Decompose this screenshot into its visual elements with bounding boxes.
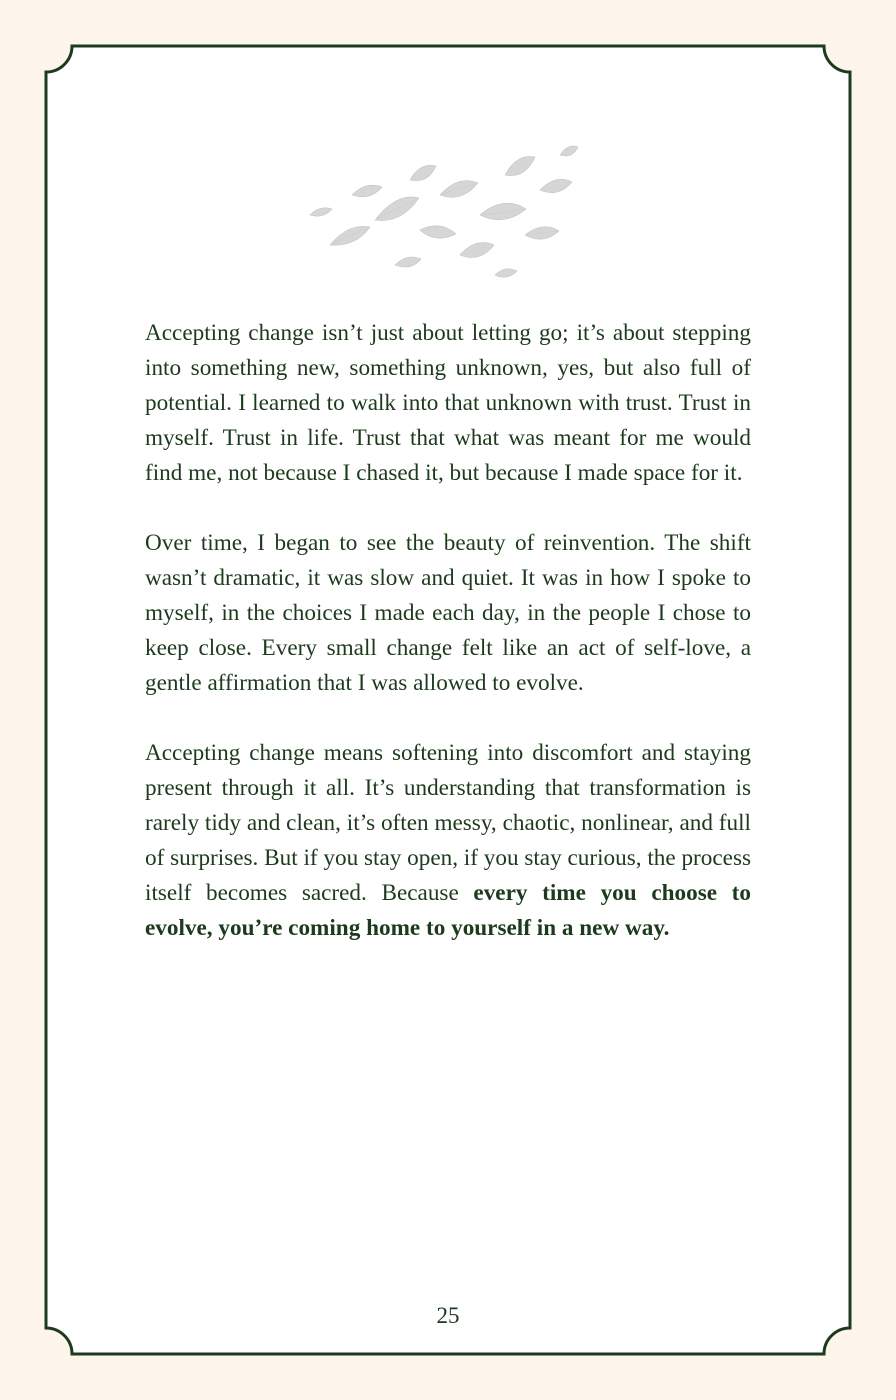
leaf	[540, 179, 572, 192]
falling-leaves-icon	[290, 135, 610, 305]
leaf	[480, 203, 526, 220]
leaf	[410, 165, 436, 180]
leaf	[352, 185, 382, 197]
paragraph-1-text: Accepting change isn’t just about letting go; it’s about stepping into something new, something unknown, yes, but also full of potential. I learned to walk into that unknown with trust. Trust in myself. Trust in life. Trust that what was meant for me would find me, not because I chased it, but because I made space for it.	[145, 320, 751, 486]
paragraph-3-text: Accepting change means softening into discomfort and staying present through it all. It’s understanding that transformation is rarely tidy and clean, it’s often messy, chaotic, nonlinear, and full of surprises. But if you stay open, if you stay curious, the process itself becomes sacred. Because	[145, 740, 751, 906]
leaf	[420, 226, 456, 238]
paragraph-3	[145, 736, 751, 946]
paragraph-1	[145, 316, 751, 491]
leaf	[395, 257, 421, 267]
leaf	[505, 156, 535, 175]
paragraph-2-text: Over time, I began to see the beauty of reinvention. The shift wasn’t dramatic, it was slow and quiet. It was in how I spoke to myself, in the choices I made each day, in the people I chose to keep close. Every small change felt like an act of self-love, a gentle affirmation that I was allowed to evolve.	[145, 530, 751, 696]
body-text	[145, 316, 751, 981]
leaf	[460, 243, 494, 258]
leaf	[560, 146, 578, 156]
page-number: 25	[436, 1303, 460, 1328]
leaf	[310, 208, 332, 216]
paragraph-2	[145, 526, 751, 701]
paragraph-3-bold-text: every time you choose to evolve, you’re coming home to yourself in a new way.	[145, 880, 751, 941]
leaf	[495, 269, 517, 278]
